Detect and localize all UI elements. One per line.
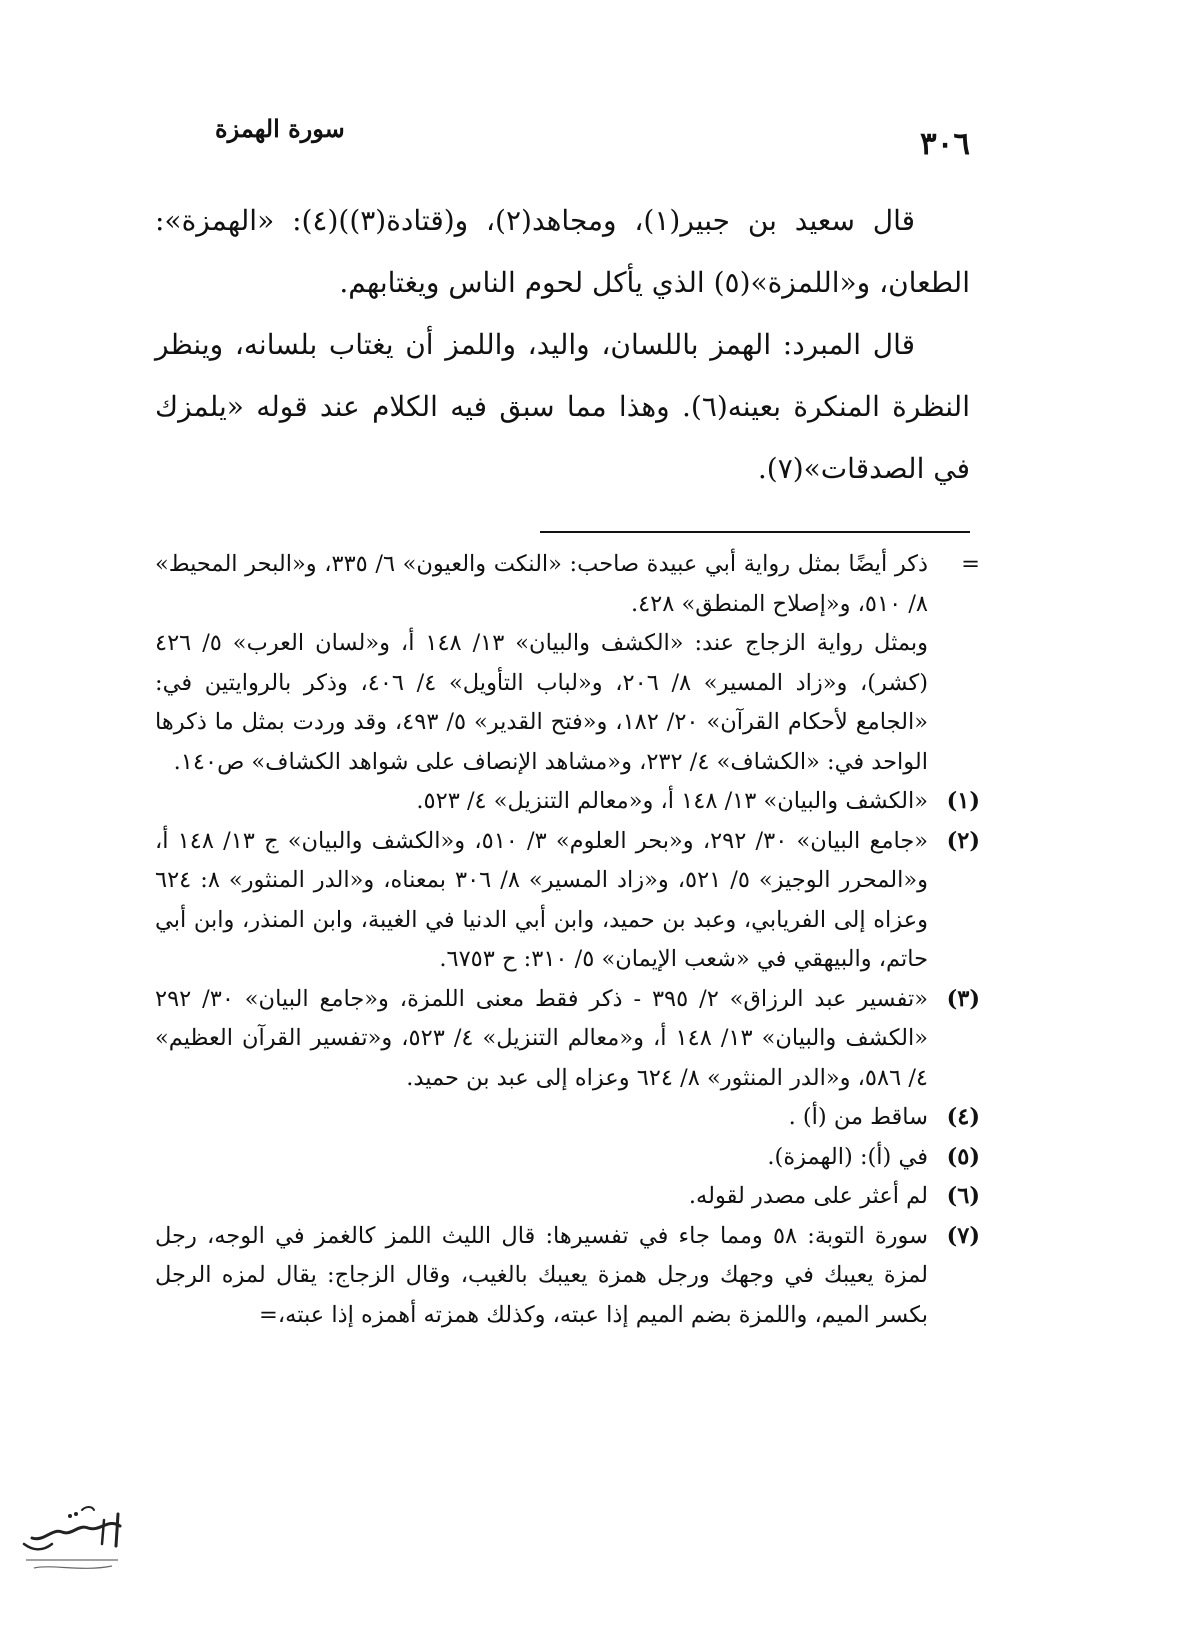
footnote-divider bbox=[540, 531, 970, 533]
footnote-label: (٢) bbox=[946, 827, 980, 854]
footnote-label: (٦) bbox=[946, 1183, 980, 1209]
footnote-label: (٥) bbox=[946, 1143, 980, 1170]
footnotes bbox=[155, 545, 980, 1335]
footnote-text: لم أعثر على مصدر لقوله. bbox=[688, 1183, 928, 1209]
running-title: سورة الهمزة bbox=[215, 114, 345, 143]
footnote-item bbox=[155, 1098, 980, 1138]
footnote-text: وبمثل رواية الزجاج عند: «الكشف والبيان» ١٣/ ١٤٨ أ، و«لسان العرب» ٥/ ٤٢٦ (كشر)، و«زاد المسير» ٨/ ٢٠٦، و«لباب التأويل» ٤/ ٤٠٦، وذكر بالروايتين في: «الجامع لأحكام القرآن» ٢٠/ ١٨٢، و«فتح القدير» ٥/ ٤٩٣، وقد وردت بمثل ما ذكرها الواحد في: «الكشاف» ٤/ ٢٣٢، و«مشاهد الإنصاف على شواهد الكشاف» ص١٤٠. bbox=[155, 630, 929, 775]
page-header bbox=[200, 108, 970, 162]
main-paragraph: قال المبرد: الهمز باللسان، واليد، واللمز أن يغتاب بلسانه، وينظر النظرة المنكرة بعينه(٦). وهذا مما سبق فيه الكلام عند قوله «يلمزك في الصدقات»(٧). bbox=[155, 328, 970, 485]
footnote-text: ذكر أيضًا بمثل رواية أبي عبيدة صاحب: «النكت والعيون» ٦/ ٣٣٥، و«البحر المحيط» ٨/ ٥١٠، و«إصلاح المنطق» ٤٢٨. bbox=[155, 551, 928, 617]
footnote-item bbox=[155, 822, 980, 980]
footnote-continuation bbox=[155, 545, 980, 782]
page-number: ٣٠٦ bbox=[920, 126, 970, 162]
footnote-continuation-marker: = bbox=[961, 551, 980, 577]
footnote-item bbox=[155, 1177, 980, 1217]
footnote-label: (٧) bbox=[946, 1222, 980, 1249]
footnote-text: «الكشف والبيان» ١٣/ ١٤٨ أ، و«معالم التنزيل» ٤/ ٥٢٣. bbox=[416, 788, 928, 814]
footnote-label: (٣) bbox=[946, 985, 980, 1012]
footnote-text: سورة التوبة: ٥٨ ومما جاء في تفسيرها: قال الليث اللمز كالغمز في الوجه، رجل لمزة يعيبك في وجهك ورجل همزة يعيبك بالغيب، وقال الزجاج: يقال لمزه الرجل بكسر الميم، واللمزة بضم الميم إذا عبته، وكذلك همزته أهمزه إذا عبته،= bbox=[155, 1222, 928, 1328]
footnote-text: في (أ): (الهمزة). bbox=[767, 1143, 928, 1170]
footnote-text: ساقط من (أ) . bbox=[788, 1104, 928, 1130]
main-text bbox=[155, 190, 970, 500]
footnote-text: «تفسير عبد الرزاق» ٢/ ٣٩٥ - ذكر فقط معنى اللمزة، و«جامع البيان» ٣٠/ ٢٩٢ «الكشف والبيان» ١٣/ ١٤٨ أ، و«معالم التنزيل» ٤/ ٥٢٣، و«تفسير القرآن العظيم» ٤/ ٥٨٦، و«الدر المنثور» ٨/ ٦٢٤ وعزاه إلى عبد بن حميد. bbox=[155, 985, 929, 1091]
footnote-item bbox=[155, 980, 980, 1099]
footnote-label: (١) bbox=[946, 788, 980, 814]
footnote-item bbox=[155, 782, 980, 822]
publisher-logo bbox=[12, 1498, 132, 1588]
footnote-text: «جامع البيان» ٣٠/ ٢٩٢، و«بحر العلوم» ٣/ ٥١٠، و«الكشف والبيان» ج ١٣/ ١٤٨ أ، و«المحرر الوجيز» ٥/ ٥٢١، و«زاد المسير» ٨/ ٣٠٦ بمعناه، و«الدر المنثور» ٨: ٦٢٤ وعزاه إلى الفريابي، وعبد بن حميد، وابن أبي الدنيا في الغيبة، وابن المنذر، وابن أبي حاتم، والبيهقي في «شعب الإيمان» ٥/ ٣١٠: ح ٦٧٥٣. bbox=[155, 827, 929, 972]
main-paragraph: قال سعيد بن جبير(١)، ومجاهد(٢)، و(قتادة(٣))(٤): «الهمزة»: الطعان، و«اللمزة»(٥) الذي يأكل لحوم الناس ويغتابهم. bbox=[155, 204, 970, 299]
footnote-item bbox=[155, 1138, 980, 1178]
footnote-label: (٤) bbox=[946, 1104, 980, 1130]
footnote-item bbox=[155, 1217, 980, 1336]
